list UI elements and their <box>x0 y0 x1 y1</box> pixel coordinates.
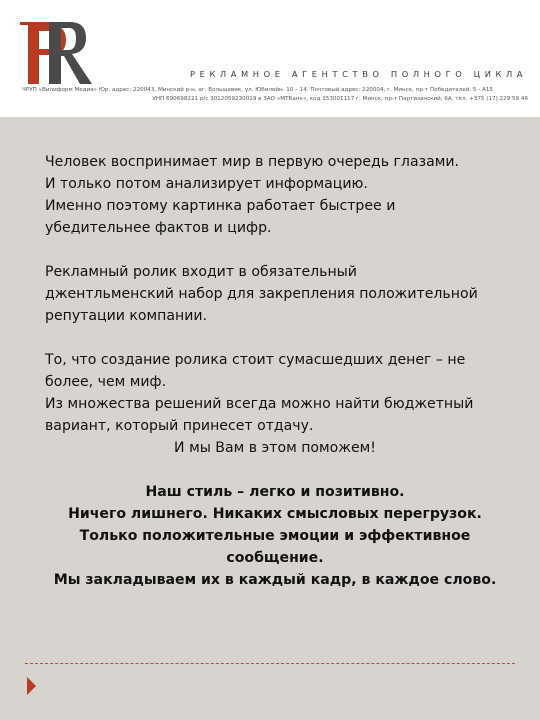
slogan-line: сообщение. <box>226 550 324 566</box>
slide-text <box>45 151 505 591</box>
text-line: убедительнее фактов и цифр. <box>45 220 272 236</box>
slogan-line: Наш стиль – легко и позитивно. <box>145 484 405 500</box>
text-line: Из множества решений всегда можно найти бюджетный <box>45 396 474 412</box>
slogan-line: Мы закладываем их в каждый кадр, в каждое слово. <box>53 572 497 588</box>
slide-body <box>0 117 540 720</box>
text-line: вариант, который принесет отдачу. <box>45 418 314 434</box>
next-arrow-icon <box>27 677 36 695</box>
text-line: Именно поэтому картинка работает быстрее и <box>45 198 396 214</box>
text-line: Рекламный ролик входит в обязательный <box>45 264 357 280</box>
agency-tagline: РЕКЛАМНОЕ АГЕНТСТВО ПОЛНОГО ЦИКЛА <box>190 69 528 79</box>
letterhead <box>0 0 540 117</box>
text-line: Человек воспринимает мир в первую очередь глазами. <box>45 154 459 170</box>
text-line: более, чем миф. <box>45 374 167 390</box>
slogan-line: Ничего лишнего. Никаких смысловых перегрузок. <box>68 506 482 522</box>
pr-logo <box>20 18 100 86</box>
footer-divider <box>25 663 515 664</box>
legal-address-line: ЧРУП «Вилиформ Медиа» Юр. адрес: 220043, Минский р-н, аг. Большевик, ул. Юбилейн. 10 – 14. Почтовый адрес: 220004, г. Минск, пр-т Победителей, 5 - А15 <box>22 87 493 93</box>
slogan-line: Только положительные эмоции и эффективное <box>79 528 471 544</box>
text-line: джентльменский набор для закрепления положительной <box>45 286 478 302</box>
legal-bank-line: УНП 690698221 р/с 3012059230019 в ЗАО «МТБанк», код 153001117 г. Минск, пр-т Партизанский, 6А. тел. +375 (17) 229 59 46 <box>152 96 528 102</box>
help-line: И мы Вам в этом поможем! <box>174 440 376 456</box>
text-line: И только потом анализирует информацию. <box>45 176 368 192</box>
text-line: То, что создание ролика стоит сумасшедших денег – не <box>45 352 466 368</box>
text-line: репутации компании. <box>45 308 208 324</box>
